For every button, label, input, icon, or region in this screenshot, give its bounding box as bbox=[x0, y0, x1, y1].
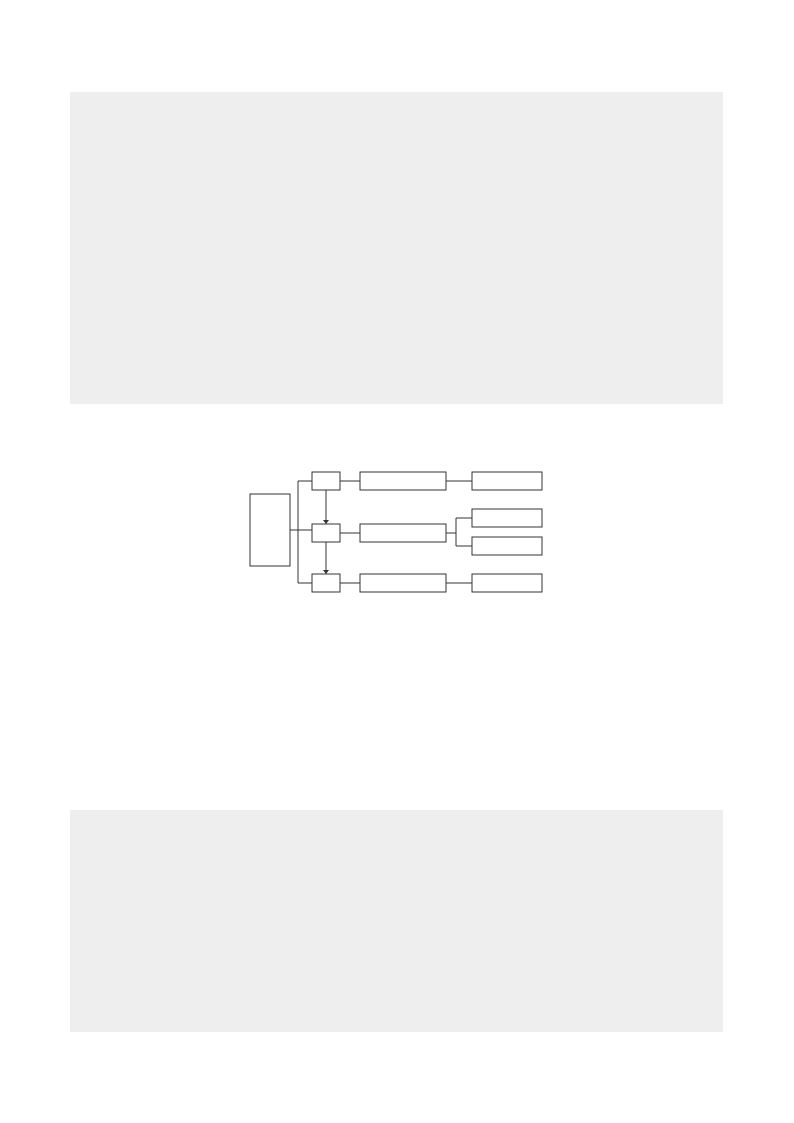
diagram-output-box-4 bbox=[472, 574, 542, 592]
diagram-output-box-3 bbox=[472, 537, 542, 555]
arrow-icon bbox=[323, 520, 329, 524]
diagram-root-box bbox=[250, 494, 290, 566]
question-intro bbox=[72, 408, 724, 437]
diagram-output-box-2 bbox=[472, 509, 542, 527]
diagram-stage-box-midstream bbox=[312, 524, 340, 542]
diagram-stage-box-downstream bbox=[312, 574, 340, 592]
arrow-icon bbox=[323, 570, 329, 574]
explanation-shade-top bbox=[70, 92, 723, 404]
diagram-output-box-1 bbox=[472, 472, 542, 490]
diagram-process-box-1 bbox=[360, 472, 446, 490]
diagram-process-box-2 bbox=[360, 524, 446, 542]
explanation-shade-bottom bbox=[70, 810, 723, 1032]
diagram-process-box-3 bbox=[360, 574, 446, 592]
battery-industry-chain-diagram bbox=[246, 468, 552, 596]
diagram-stage-box-upstream bbox=[312, 472, 340, 490]
